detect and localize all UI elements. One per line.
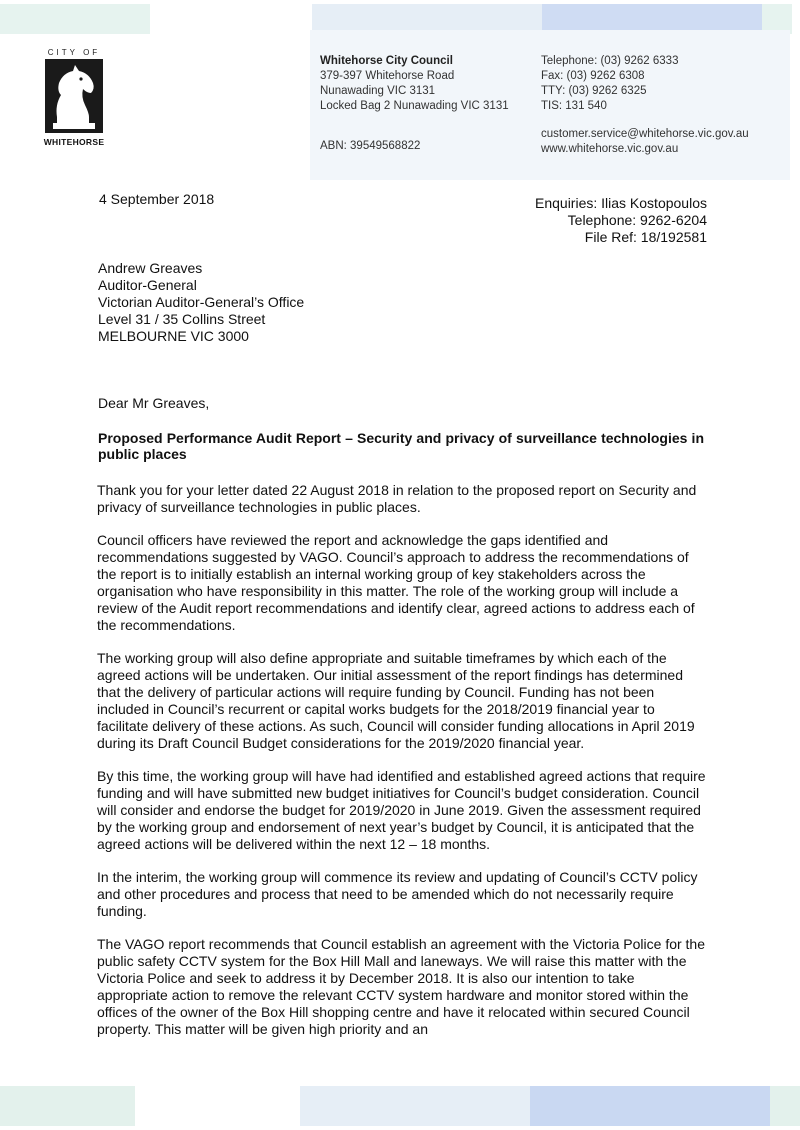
horse-logo-icon [45, 59, 103, 133]
fax-line: Fax: (03) 9262 6308 [541, 70, 645, 82]
council-address-block [320, 54, 509, 114]
recipient-line: Andrew Greaves [98, 260, 203, 276]
council-logo [40, 48, 108, 158]
footer-color-band [0, 1086, 800, 1126]
body-paragraph: In the interim, the working group will commence its review and updating of Council’s CCTV policy and other procedures and process that need to be amended which do not necessarily require funding. [97, 869, 698, 919]
abn-text: ABN: 39549568822 [320, 140, 421, 152]
address-line: Locked Bag 2 Nunawading VIC 3131 [320, 100, 509, 112]
address-line: 379-397 Whitehorse Road [320, 70, 455, 82]
letter-date: 4 September 2018 [99, 191, 215, 207]
council-phone-block [541, 54, 678, 114]
address-line: Nunawading VIC 3131 [320, 85, 436, 97]
body-paragraph: Council officers have reviewed the report and acknowledge the gaps identified and recommendations suggested by VAGO. Council’s approach to address the recommendations of the report is to initially establish an internal working group of key stakeholders across the organisation who have responsibility in this matter. The role of the working group will include a review of the Audit report recommendations and identify clear, agreed actions to address each of the recommendations. [97, 532, 695, 633]
salutation: Dear Mr Greaves, [98, 395, 210, 411]
recipient-line: MELBOURNE VIC 3000 [98, 328, 249, 344]
recipient-line: Auditor-General [98, 277, 197, 293]
body-paragraph: Thank you for your letter dated 22 August 2018 in relation to the proposed report on Security and privacy of surveillance technologies in public places. [97, 482, 697, 515]
tis-line: TIS: 131 540 [541, 100, 607, 112]
recipient-line: Victorian Auditor-General’s Office [98, 294, 305, 310]
tty-line: TTY: (03) 9262 6325 [541, 85, 647, 97]
enquiries-contact: Enquiries: Ilias Kostopoulos [535, 195, 707, 211]
enquiries-block [535, 195, 707, 246]
logo-top-text: CITY OF [47, 48, 101, 57]
email-link[interactable]: customer.service@whitehorse.vic.gov.au [541, 128, 749, 140]
telephone-line: Telephone: (03) 9262 6333 [541, 55, 679, 67]
council-name: Whitehorse City Council [320, 55, 453, 67]
file-reference: File Ref: 18/192581 [584, 229, 707, 245]
body-paragraph: The VAGO report recommends that Council establish an agreement with the Victoria Police for the public safety CCTV system for the Box Hill Mall and laneways. We will raise this matter with the Victoria Police and seek to address it by December 2018. It is also our intention to take appropriate action to remove the relevant CCTV system hardware and monitor stored within the offices of the owner of the Box Hill shopping centre and have it relocated within secured Council property. This matter will be given high priority and an [97, 936, 706, 1037]
recipient-address [98, 260, 304, 345]
letter-body [97, 482, 709, 1054]
council-web-block [541, 127, 749, 157]
logo-bottom-text: WHITEHORSE [43, 137, 105, 147]
enquiries-telephone: Telephone: 9262-6204 [567, 212, 707, 228]
recipient-line: Level 31 / 35 Collins Street [98, 311, 266, 327]
website-link[interactable]: www.whitehorse.vic.gov.au [541, 143, 679, 155]
body-paragraph: The working group will also define appropriate and suitable timeframes by which each of the agreed actions will be undertaken. Our initial assessment of the report findings has determined that the delivery of particular actions will require funding by Council. Funding has not been included in Council’s recurrent or capital works budgets for the 2018/2019 financial year to facilitate delivery of these actions. As such, Council will consider funding allocations in April 2019 during its Draft Council Budget considerations for the 2019/2020 financial year. [97, 650, 695, 751]
body-paragraph: By this time, the working group will have had identified and established agreed actions that require funding and will have submitted new budget initiatives for Council’s budget consideration. Council will consider and endorse the budget for 2019/2020 in June 2019. Given the assessment required by the working group and endorsement of next year’s budget by Council, it is anticipated that the agreed actions will be delivered within the next 12 – 18 months. [97, 768, 706, 852]
subject-line: Proposed Performance Audit Report – Security and privacy of surveillance technologies in public places [98, 430, 704, 462]
